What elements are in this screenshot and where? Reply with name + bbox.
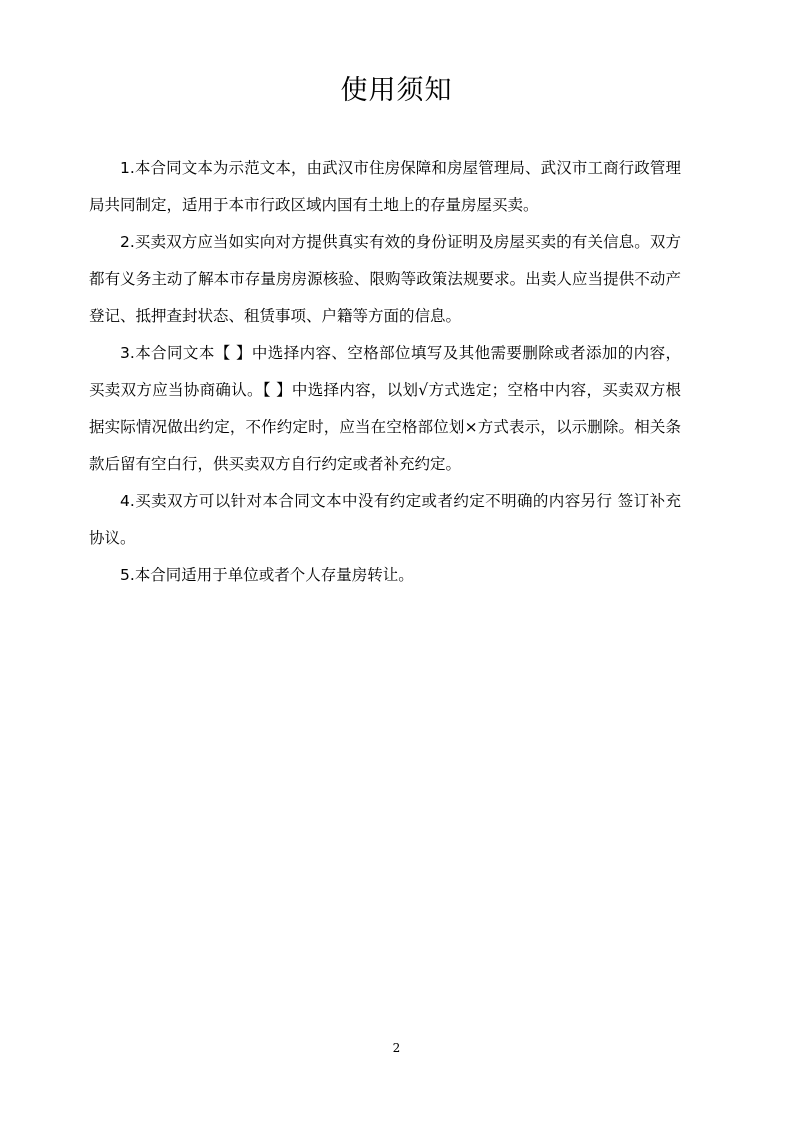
notice-paragraph-4: 4.买卖双方可以针对本合同文本中没有约定或者约定不明确的内容另行 签订补充协议。 bbox=[89, 492, 681, 547]
page-number: 2 bbox=[392, 1041, 401, 1055]
notice-paragraph-3: 3.本合同文本【 】中选择内容、空格部位填写及其他需要删除或者添加的内容，买卖双方应当协商确认。【 】中选择内容，以划√方式选定；空格中内容，买卖双方根据实际情况做出约定，不作约定时，应当在空格部位划×方式表示，以示删除。相关条款后留有空白行，供买卖双方自行约定或者补充约定。 bbox=[89, 344, 681, 473]
notice-paragraph-2: 2.买卖双方应当如实向对方提供真实有效的身份证明及房屋买卖的有关信息。双方都有义务主动了解本市存量房房源核验、限购等政策法规要求。出卖人应当提供不动产登记、抵押查封状态、租赁事项、户籍等方面的信息。 bbox=[89, 233, 681, 325]
notice-body bbox=[89, 150, 681, 594]
notice-paragraph-1: 1.本合同文本为示范文本，由武汉市住房保障和房屋管理局、武汉市工商行政管理局共同制定，适用于本市行政区域内国有土地上的存量房屋买卖。 bbox=[89, 159, 681, 214]
page-title: 使用须知 bbox=[340, 75, 453, 106]
notice-paragraph-5: 5.本合同适用于单位或者个人存量房转让。 bbox=[120, 566, 414, 584]
